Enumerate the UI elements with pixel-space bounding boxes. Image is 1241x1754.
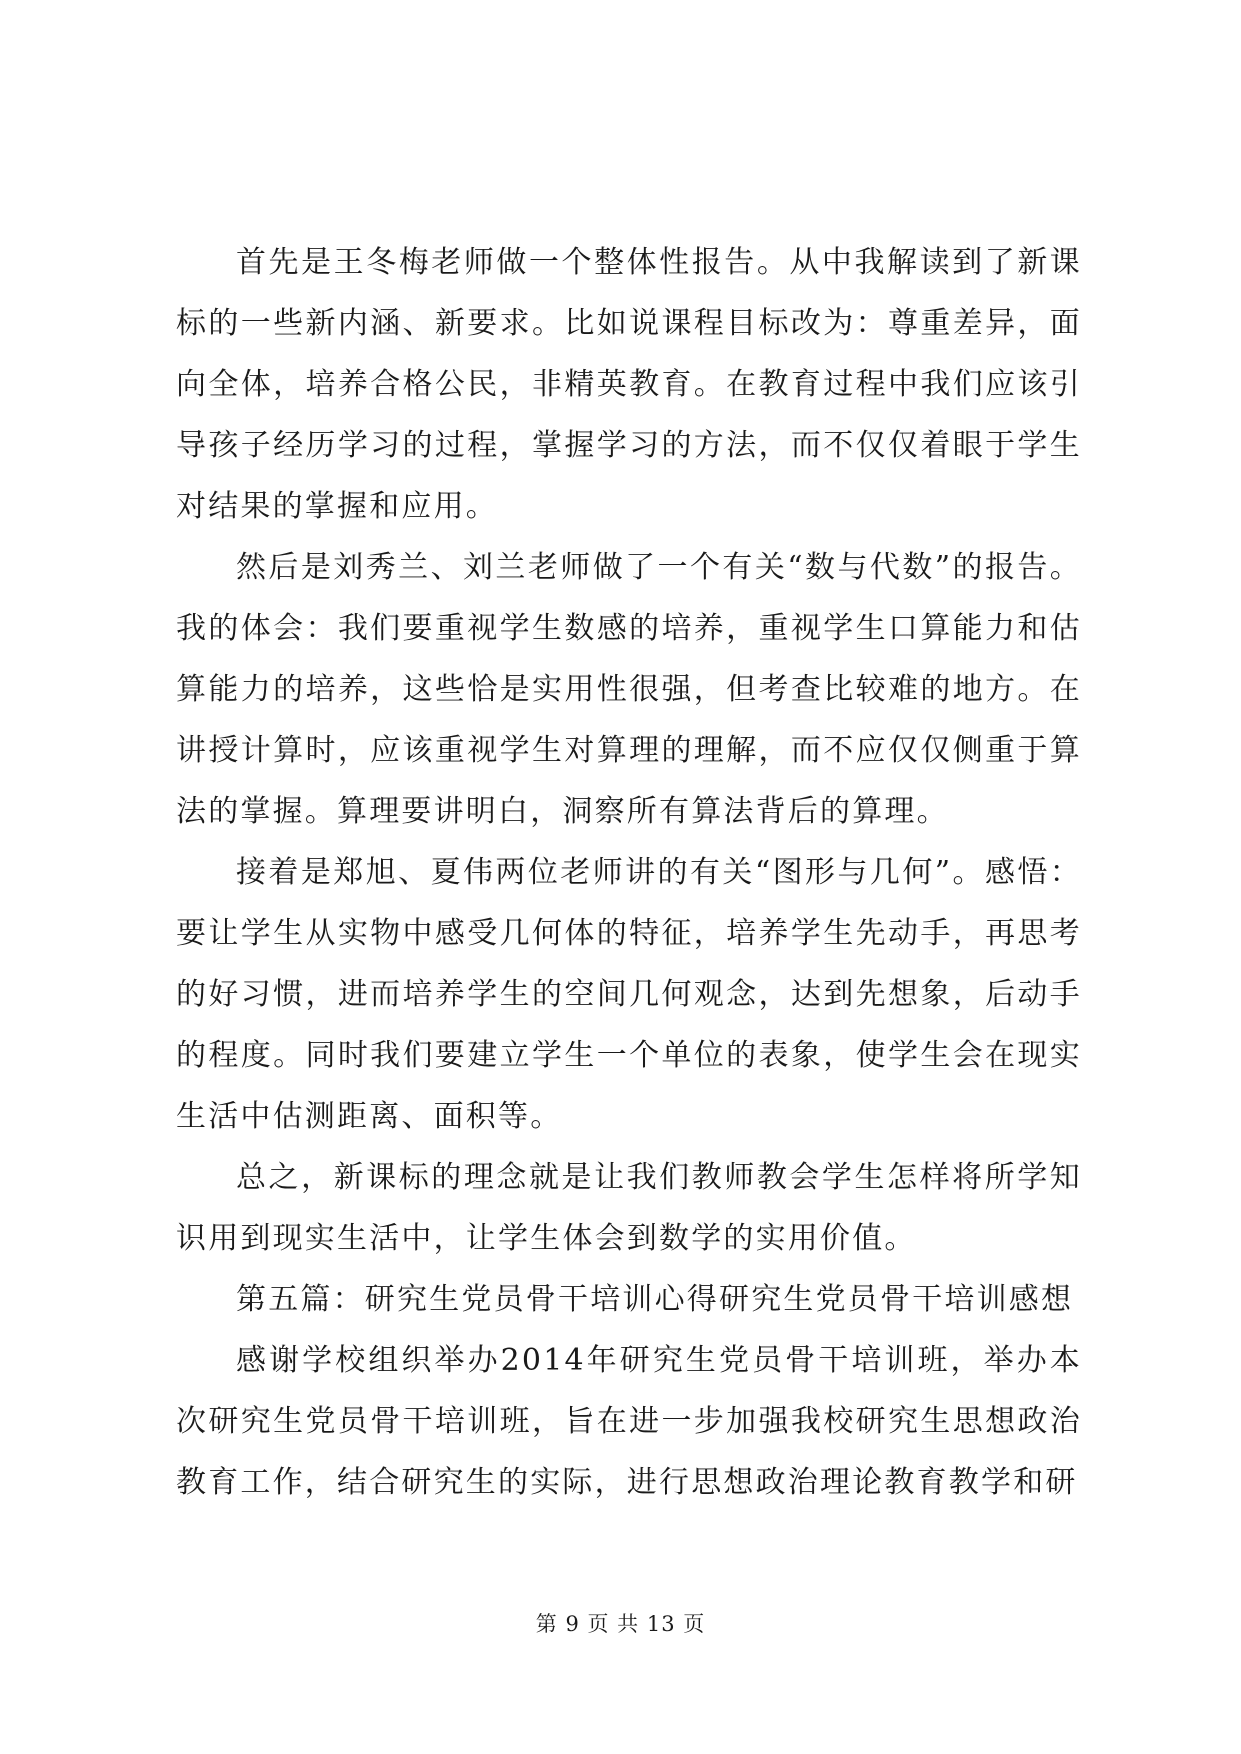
document-body (176, 232, 1082, 1513)
paragraph-geometry: 接着是郑旭、夏伟两位老师讲的有关“图形与几何”。感悟：要让学生从实物中感受几何体的特征，培养学生先动手，再思考的好习惯，进而培养学生的空间几何观念，达到先想象，后动手的程度。同时我们要建立学生一个单位的表象，使学生会在现实生活中估测距离、面积等。 (176, 855, 1082, 1134)
paragraph-training-intro: 感谢学校组织举办2014年研究生党员骨干培训班，举办本次研究生党员骨干培训班，旨在进一步加强我校研究生思想政治教育工作，结合研究生的实际，进行思想政治理论教育教学和研 (176, 1343, 1082, 1500)
paragraph-numbers-algebra: 然后是刘秀兰、刘兰老师做了一个有关“数与代数”的报告。我的体会：我们要重视学生数感的培养，重视学生口算能力和估算能力的培养，这些恰是实用性很强，但考查比较难的地方。在讲授计算时，应该重视学生对算理的理解，而不应仅仅侧重于算法的掌握。算理要讲明白，洞察所有算法背后的算理。 (176, 550, 1082, 829)
paragraph-report-overview: 首先是王冬梅老师做一个整体性报告。从中我解读到了新课标的一些新内涵、新要求。比如说课程目标改为：尊重差异，面向全体，培养合格公民，非精英教育。在教育过程中我们应该引导孩子经历学习的过程，掌握学习的方法，而不仅仅着眼于学生对结果的掌握和应用。 (176, 245, 1082, 524)
section-heading: 第五篇：研究生党员骨干培训心得研究生党员骨干培训感想 (236, 1282, 1074, 1317)
paragraph-summary: 总之，新课标的理念就是让我们教师教会学生怎样将所学知识用到现实生活中，让学生体会到数学的实用价值。 (176, 1160, 1082, 1256)
page-number-footer: 第 9 页 共 13 页 (535, 1612, 706, 1636)
